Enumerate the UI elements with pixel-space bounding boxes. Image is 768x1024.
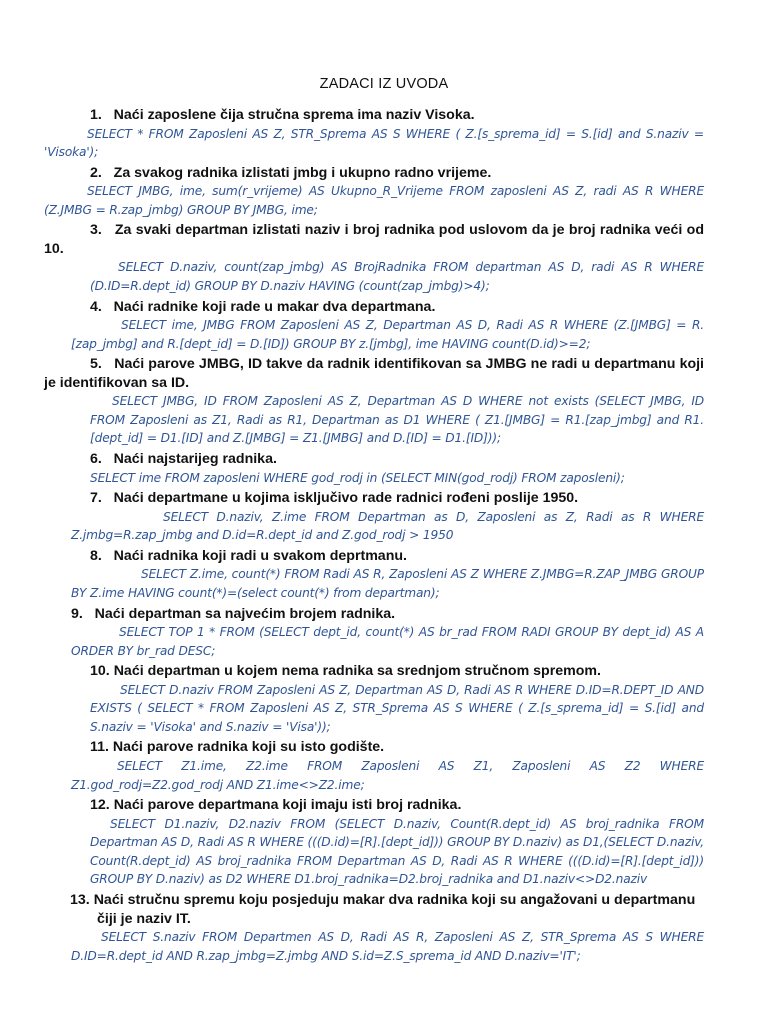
task-8 bbox=[44, 547, 704, 566]
task-number: 8. bbox=[90, 547, 102, 564]
sql-query-8: SELECT Z.ime, count(*) FROM Radi AS R, Zaposleni AS Z WHERE Z.JMBG=R.ZAP_JMBG GROUP BY Z.ime HAVING count(*)=(select count(*) from departman); bbox=[71, 567, 704, 600]
sql-query-10: SELECT D.naziv FROM Zaposleni AS Z, Departman AS D, Radi AS R WHERE D.ID=R.DEPT_ID AND EXISTS ( SELECT * FROM Zaposleni AS Z, STR_Sprema AS S WHERE ( Z.[s_sprema_id] = S.[id] and S.naziv = 'Visoka' and S.naziv = 'Visa')); bbox=[90, 682, 704, 734]
task-text: Za svakog radnika izlistati jmbg i ukupno radno vrijeme. bbox=[113, 164, 492, 181]
sql-query-3: SELECT D.naziv, count(zap_jmbg) AS BrojRadnika FROM departman AS D, radi AS R WHERE (D.ID=R.dept_id) GROUP BY D.naziv HAVING (count(zap_jmbg)>4); bbox=[90, 260, 704, 293]
task-text: Naći parove JMBG, ID takve da radnik identifikovan sa JMBG ne radi u departmanu koji je identifikovan sa ID. bbox=[44, 356, 705, 391]
task-number: 7. bbox=[90, 490, 102, 507]
task-number: 2. bbox=[90, 164, 102, 181]
task-number: 13. bbox=[70, 892, 90, 909]
task-9 bbox=[44, 605, 704, 624]
task-text: Za svaki departman izlistati naziv i broj radnika pod uslovom da je broj radnika veći od 10. bbox=[44, 222, 704, 257]
task-text: Naći radnike koji rade u makar dva departmana. bbox=[113, 298, 436, 315]
task-12 bbox=[44, 796, 704, 815]
task-4 bbox=[44, 298, 704, 317]
sql-query-12: SELECT D1.naziv, D2.naziv FROM (SELECT D.naziv, Count(R.dept_id) AS broj_radnika FROM Departman AS D, Radi AS R WHERE (((D.id)=[R].[dept_id])) GROUP BY D.naziv) as D1,(SELECT D.naziv, Count(R.dept_id) AS broj_radnika FROM Departman AS D, Radi AS R WHERE (((D.id)=[R].[dept_id])) GROUP BY D.naziv) as D2 WHERE D1.broj_radnika=D2.broj_radnika and D1.naziv<>D2.naziv bbox=[90, 816, 704, 887]
task-6 bbox=[44, 450, 704, 469]
task-number: 9. bbox=[71, 605, 83, 622]
task-number: 1. bbox=[90, 107, 102, 123]
task-text: Naći departman sa najvećim brojem radnika. bbox=[94, 605, 396, 622]
task-number: 12. bbox=[90, 797, 110, 814]
sql-query-6: SELECT ime FROM zaposleni WHERE god_rodj in (SELECT MIN(god_rodj) FROM zaposleni); bbox=[90, 470, 625, 485]
task-text: Naći radnika koji radi u svakom deprtmanu. bbox=[113, 547, 407, 564]
task-number: 5. bbox=[90, 356, 102, 373]
task-number: 6. bbox=[90, 451, 102, 468]
task-text: Naći stručnu spremu koju posjeduju makar dva radnika koji su angažovani u departmanu čiji je naziv IT. bbox=[93, 892, 696, 927]
task-13 bbox=[44, 891, 704, 928]
task-5 bbox=[44, 355, 704, 392]
sql-query-5: SELECT JMBG, ID FROM Zaposleni AS Z, Departman AS D WHERE not exists (SELECT JMBG, ID FROM Zaposleni as Z1, Radi as R1, Departman as D1 WHERE ( Z1.[JMBG] = R1.[zap_jmbg] and R1.[dept_id] = D1.[ID] and Z.[JMBG] = Z1.[JMBG] and D.[ID] = D1.[ID])); bbox=[90, 394, 704, 446]
task-10 bbox=[44, 662, 704, 681]
task-text: Naći zaposlene čija stručna sprema ima naziv Visoka. bbox=[113, 107, 475, 123]
task-text: Naći parove radnika koji su isto godište. bbox=[112, 739, 385, 756]
task-7 bbox=[44, 489, 704, 508]
sql-query-4: SELECT ime, JMBG FROM Zaposleni AS Z, Departman AS D, Radi AS R WHERE (Z.[JMBG] = R.[zap_jmbg] and R.[dept_id] = D.[ID]) GROUP BY z.[jmbg], ime HAVING count(D.id)>=2; bbox=[71, 318, 704, 351]
task-number: 10. bbox=[90, 663, 110, 680]
sql-query-2: SELECT JMBG, ime, sum(r_vrijeme) AS Ukupno_R_Vrijeme FROM zaposleni AS Z, radi AS R WHERE (Z.JMBG = R.zap_jmbg) GROUP BY JMBG, ime; bbox=[44, 184, 704, 217]
sql-query-7: SELECT D.naziv, Z.ime FROM Departman as D, Zaposleni as Z, Radi as R WHERE Z.jmbg=R.zap_jmbg and D.id=R.dept_id and Z.god_rodj > 1950 bbox=[71, 509, 704, 543]
task-3 bbox=[44, 221, 704, 258]
document-body bbox=[44, 106, 704, 967]
task-text: Naći departmane u kojima isključivo rade radnici rođeni poslije 1950. bbox=[113, 490, 579, 507]
document-title: ZADACI IZ UVODA bbox=[319, 76, 449, 92]
task-1 bbox=[44, 106, 704, 125]
task-text: Naći departman u kojem nema radnika sa srednjom stručnom spremom. bbox=[113, 663, 601, 680]
sql-query-1: SELECT * FROM Zaposleni AS Z, STR_Sprema AS S WHERE ( Z.[s_sprema_id] = S.[id] and S.naziv = 'Visoka'); bbox=[44, 126, 704, 160]
task-number: 4. bbox=[90, 298, 102, 315]
task-2 bbox=[44, 164, 704, 183]
sql-query-11: SELECT Z1.ime, Z2.ime FROM Zaposleni AS Z1, Zaposleni AS Z2 WHERE Z1.god_rodj=Z2.god_rodj AND Z1.ime<>Z2.ime; bbox=[71, 758, 704, 792]
sql-query-13: SELECT S.naziv FROM Departmen AS D, Radi AS R, Zaposleni AS Z, STR_Sprema AS S WHERE D.ID=R.dept_id AND R.zap_jmbg=Z.jmbg AND S.id=Z.S_sprema_id AND D.naziv='IT'; bbox=[71, 930, 704, 963]
task-number: 3. bbox=[90, 222, 102, 239]
task-number: 11. bbox=[90, 739, 109, 756]
task-11 bbox=[44, 738, 704, 757]
sql-query-9: SELECT TOP 1 * FROM (SELECT dept_id, count(*) AS br_rad FROM RADI GROUP BY dept_id) AS A ORDER BY br_rad DESC; bbox=[71, 625, 704, 658]
task-text: Naći najstarijeg radnika. bbox=[113, 451, 277, 468]
task-text: Naći parove departmana koji imaju isti broj radnika. bbox=[113, 797, 462, 814]
